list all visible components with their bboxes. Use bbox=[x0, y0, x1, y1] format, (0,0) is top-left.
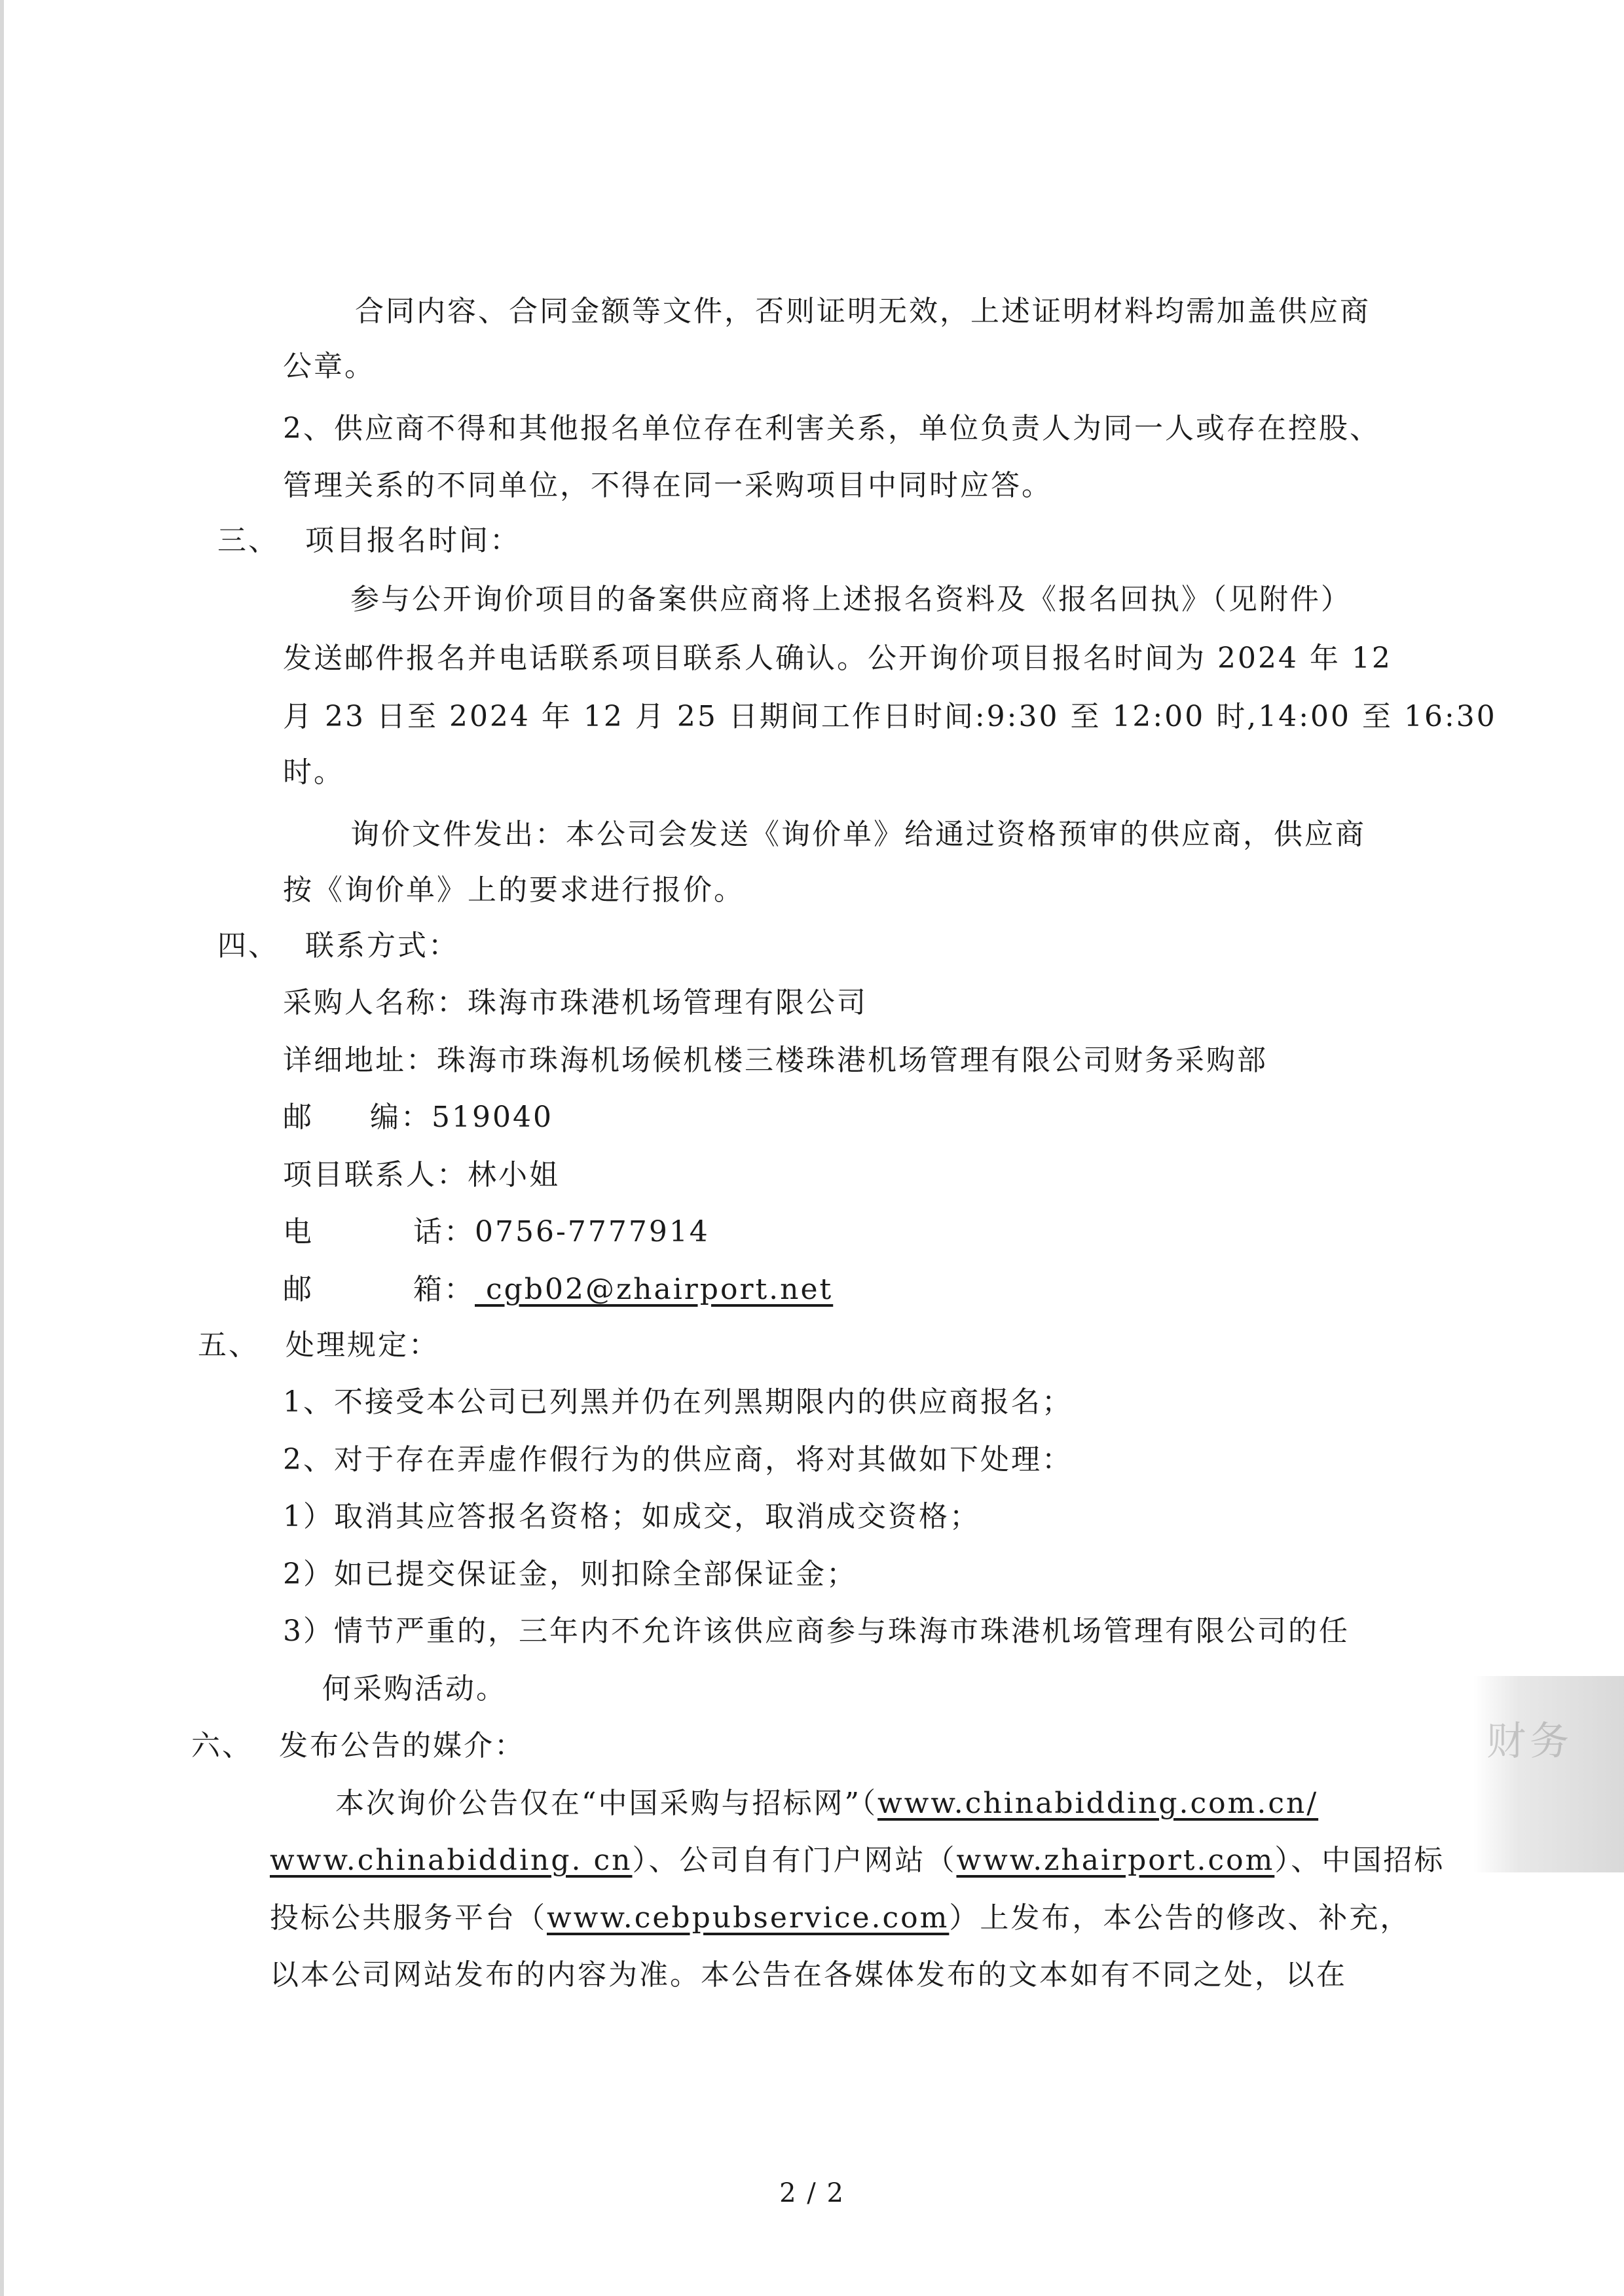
postcode-value: 519040 bbox=[432, 1101, 553, 1134]
purchaser-name: 采购人名称：珠海市珠港机场管理有限公司 bbox=[283, 986, 868, 1019]
section-5-heading bbox=[198, 1326, 439, 1365]
rule-2-2: 2）如已提交保证金，则扣除全部保证金； bbox=[283, 1558, 857, 1591]
section-5-title: 处理规定： bbox=[286, 1328, 439, 1362]
media-para-1 bbox=[335, 1784, 1318, 1823]
section-3-number: 三、 bbox=[217, 524, 279, 557]
postcode-label-a: 邮 bbox=[283, 1101, 314, 1134]
chinabidding-cn-link[interactable]: www.chinabidding. cn bbox=[270, 1844, 633, 1877]
scan-edge bbox=[0, 0, 4, 2296]
cebpubservice-link[interactable]: www.cebpubservice.com bbox=[547, 1901, 950, 1935]
media-para-3-text-end: ）上发布，本公告的修改、补充， bbox=[949, 1901, 1411, 1935]
phone-value: 0756-7777914 bbox=[475, 1215, 710, 1248]
postcode-row bbox=[283, 1098, 553, 1137]
para-contract-proof-end: 公章。 bbox=[283, 350, 375, 383]
rule-2-3: 3）情节严重的，三年内不允许该供应商参与珠海市珠港机场管理有限公司的任 bbox=[283, 1614, 1350, 1648]
email-label-b: 箱： bbox=[413, 1273, 475, 1306]
zhairport-link[interactable]: www.zhairport.com bbox=[956, 1844, 1275, 1877]
chinabidding-link[interactable]: www.chinabidding.com.cn/ bbox=[877, 1787, 1319, 1820]
section-4-heading bbox=[217, 926, 459, 966]
section-3-title: 项目报名时间： bbox=[305, 524, 521, 557]
phone-row bbox=[283, 1212, 710, 1252]
section-5-number: 五、 bbox=[198, 1328, 259, 1362]
item-2-conflict-end: 管理关系的不同单位，不得在同一采购项目中同时应答。 bbox=[283, 469, 1052, 502]
media-para-2 bbox=[270, 1841, 1445, 1880]
phone-label-b: 话： bbox=[413, 1215, 475, 1248]
postcode-label-b: 编： bbox=[370, 1101, 432, 1134]
address: 详细地址：珠海市珠海机场候机楼三楼珠港机场管理有限公司财务采购部 bbox=[283, 1044, 1268, 1077]
page-number: 2 / 2 bbox=[779, 2178, 845, 2208]
section-6-heading bbox=[191, 1726, 525, 1766]
inquiry-issue-para-end: 按《询价单》上的要求进行报价。 bbox=[283, 873, 745, 907]
registration-para-1: 参与公开询价项目的备案供应商将上述报名资料及《报名回执》（见附件） bbox=[350, 583, 1352, 616]
section-6-title: 发布公告的媒介： bbox=[279, 1729, 525, 1762]
phone-label-a: 电 bbox=[283, 1215, 314, 1248]
media-para-4: 以本公司网站发布的内容为准。本公告在各媒体发布的文本如有不同之处，以在 bbox=[270, 1958, 1347, 1992]
inquiry-issue-para: 询价文件发出：本公司会发送《询价单》给通过资格预审的供应商，供应商 bbox=[350, 818, 1366, 851]
rule-2-3-end: 何采购活动。 bbox=[322, 1672, 507, 1705]
rule-2: 2、对于存在弄虚作假行为的供应商，将对其做如下处理： bbox=[283, 1443, 1073, 1476]
media-para-2-text: ）、公司自有门户网站（ bbox=[632, 1844, 957, 1877]
media-para-3 bbox=[270, 1899, 1411, 1938]
section-3-heading bbox=[217, 521, 521, 560]
media-para-3-text: 投标公共服务平台（ bbox=[270, 1901, 547, 1935]
registration-para-3: 月 23 日至 2024 年 12 月 25 日期间工作日时间:9:30 至 12:00 时,14:00 至 16:30 bbox=[283, 700, 1497, 733]
registration-para-2: 发送邮件报名并电话联系项目联系人确认。公开询价项目报名时间为 2024 年 12 bbox=[283, 642, 1392, 675]
item-2-conflict: 2、供应商不得和其他报名单位存在利害关系，单位负责人为同一人或存在控股、 bbox=[283, 412, 1380, 445]
section-4-number: 四、 bbox=[217, 929, 279, 962]
email-link[interactable]: cgb02@zhairport.net bbox=[475, 1273, 834, 1306]
contact-person: 项目联系人：林小姐 bbox=[283, 1158, 560, 1192]
rule-2-1: 1）取消其应答报名资格；如成交，取消成交资格； bbox=[283, 1500, 980, 1533]
section-6-number: 六、 bbox=[191, 1729, 253, 1762]
email-label-a: 邮 bbox=[283, 1273, 314, 1306]
rule-1: 1、不接受本公司已列黑并仍在列黑期限内的供应商报名； bbox=[283, 1385, 1073, 1419]
media-para-2-text-end: ）、中国招标 bbox=[1274, 1844, 1445, 1877]
seal-stamp-fragment: 财务 bbox=[1473, 1676, 1624, 1872]
email-row bbox=[283, 1270, 833, 1309]
media-para-1-text: 本次询价公告仅在“中国采购与招标网”（ bbox=[335, 1787, 877, 1820]
section-4-title: 联系方式： bbox=[305, 929, 459, 962]
registration-para-4: 时。 bbox=[283, 756, 344, 789]
para-contract-proof: 合同内容、合同金额等文件，否则证明无效，上述证明材料均需加盖供应商 bbox=[355, 295, 1371, 328]
